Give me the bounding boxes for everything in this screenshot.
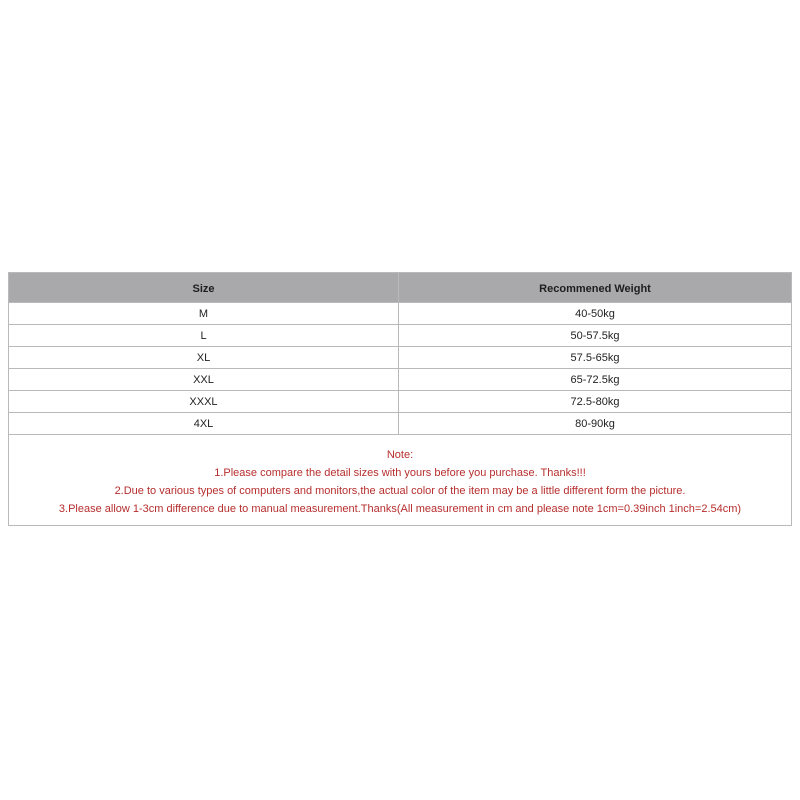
weight-cell: 72.5-80kg	[399, 391, 792, 413]
weight-cell: 57.5-65kg	[399, 347, 792, 369]
table-row	[9, 391, 792, 413]
table-row	[9, 303, 792, 325]
header-weight: Recommened Weight	[399, 273, 792, 303]
size-cell: M	[9, 303, 399, 325]
note-line-3: 3.Please allow 1-3cm difference due to manual measurement.Thanks(All measurement in cm and please note 1cm=0.39inch 1inch=2.54cm)	[58, 503, 742, 515]
header-row	[9, 273, 792, 303]
note-line-2: 2.Due to various types of computers and monitors,the actual color of the item may be a little different form the picture.	[114, 485, 686, 497]
table-row	[9, 413, 792, 435]
table-row	[9, 369, 792, 391]
size-chart-table	[8, 272, 792, 526]
weight-cell: 80-90kg	[399, 413, 792, 435]
weight-cell: 50-57.5kg	[399, 325, 792, 347]
size-cell: 4XL	[9, 413, 399, 435]
table-row	[9, 347, 792, 369]
note-row	[9, 435, 792, 526]
table-header	[9, 273, 792, 303]
table-row	[9, 325, 792, 347]
size-cell: XXL	[9, 369, 399, 391]
note-section	[9, 435, 792, 526]
size-cell: XXXL	[9, 391, 399, 413]
note-cell	[9, 435, 792, 526]
note-title: Note:	[386, 449, 414, 461]
note-line-1: 1.Please compare the detail sizes with yours before you purchase. Thanks!!!	[214, 467, 586, 479]
header-size: Size	[9, 273, 399, 303]
weight-cell: 40-50kg	[399, 303, 792, 325]
weight-cell: 65-72.5kg	[399, 369, 792, 391]
table-body	[9, 303, 792, 435]
size-cell: XL	[9, 347, 399, 369]
size-cell: L	[9, 325, 399, 347]
